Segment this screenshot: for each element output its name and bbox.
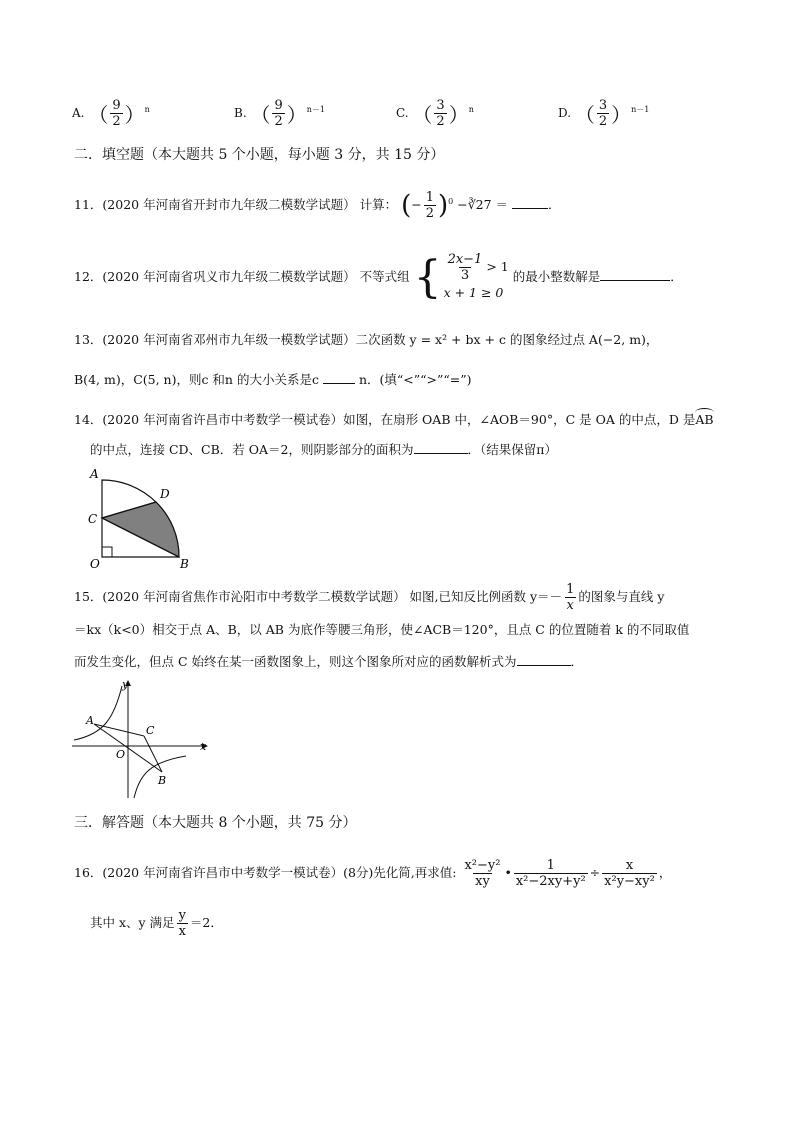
question-16-line1: 16．(2020 年河南省许昌市中考数学一模试卷）(8分)先化简,再求值: $\frac{\text{x²−y²}}{xy}$ • $\frac{1}{\text{x²−2xy+y²}}$ ÷ $\frac{x}{\text{x²y−xy²}}$ ， (74, 858, 672, 889)
answer-blank[interactable] (517, 665, 571, 666)
sector-figure (84, 462, 194, 572)
question-14-line2: 的中点，连接 CD、CB．若 OA＝2，则阴影部分的面积为 ．（结果保留π） (90, 442, 557, 457)
label-b: B (180, 557, 189, 571)
label-y-axis: y (122, 678, 129, 691)
option-d[interactable]: D. （ $\frac{3}{2}$ ）$^{n-1}$ (558, 98, 650, 129)
option-c[interactable]: C. （ $\frac{3}{2}$ ）$^n$ (396, 98, 474, 129)
option-b[interactable]: B. （ $\frac{9}{2}$ ）$^{n-1}$ (234, 98, 325, 129)
label-o: O (90, 557, 100, 571)
section-heading-solve: 三．解答题（本大题共 8 个小题，共 75 分） (74, 815, 357, 831)
question-12: 12．(2020 年河南省巩义市九年级二模数学试题） 不等式组 { $\frac{2x-1}{3}$ > 1 x + 1 ≥ 0 的最小整数解是 ． (74, 251, 683, 303)
question-15-line3: 而发生变化，但点 C 始终在某一函数图象上，则这个图象所对应的函数解析式为 ． (74, 654, 584, 669)
label-x-axis: x (200, 740, 207, 753)
label-o: O (116, 748, 126, 761)
question-13-line1: 13．(2020 年河南省邓州市九年级一模数学试题）二次函数 y = x² + bx + c 的图象经过点 A(−2, m)， (74, 332, 659, 347)
answer-blank[interactable] (323, 383, 355, 384)
answer-blank[interactable] (600, 280, 670, 281)
question-16-line2: 其中 x、y 满足 $\frac{y}{x}$ ＝2． (90, 908, 223, 939)
question-11: 11．(2020 年河南省开封市九年级二模数学试题） 计算： (− $\frac{1}{2}$ )$^0$ −∛27 ＝ ． (74, 190, 561, 221)
label-c: C (88, 512, 98, 526)
label-d: D (160, 487, 170, 501)
question-15-line2: ＝kx（k<0）相交于点 A、B，以 AB 为底作等腰三角形，使∠ACB＝120°，且点 C 的位置随着 k 的不同取值 (74, 622, 690, 637)
answer-blank[interactable] (414, 453, 468, 454)
label-c: C (146, 724, 155, 737)
label-b: B (158, 774, 167, 787)
question-15-line1: 15．(2020 年河南省焦作市沁阳市中考数学二模数学试题） 如图,已知反比例函数 y＝－ $\frac{1}{x}$ 的图象与直线 y (74, 582, 665, 613)
label-a: A (86, 714, 94, 727)
option-a[interactable]: A. （ $\frac{9}{2}$ ）$^n$ (72, 98, 150, 129)
label-a: A (90, 467, 99, 481)
question-14-line1: 14．(2020 年河南省许昌市中考数学一模试卷）如图，在扇形 OAB 中，∠AOB＝90°，C 是 OA 的中点，D 是 AB (74, 410, 714, 430)
hyperbola-figure (68, 678, 212, 802)
question-13-line2: B(4, m)，C(5, n)，则c 和n 的大小关系是c n．(填“<”“>”“=”) (74, 372, 472, 387)
answer-blank[interactable] (512, 208, 548, 209)
shaded-region (102, 502, 179, 557)
section-heading-fill-blank: 二．填空题（本大题共 5 个小题，每小题 3 分，共 15 分） (74, 147, 445, 163)
